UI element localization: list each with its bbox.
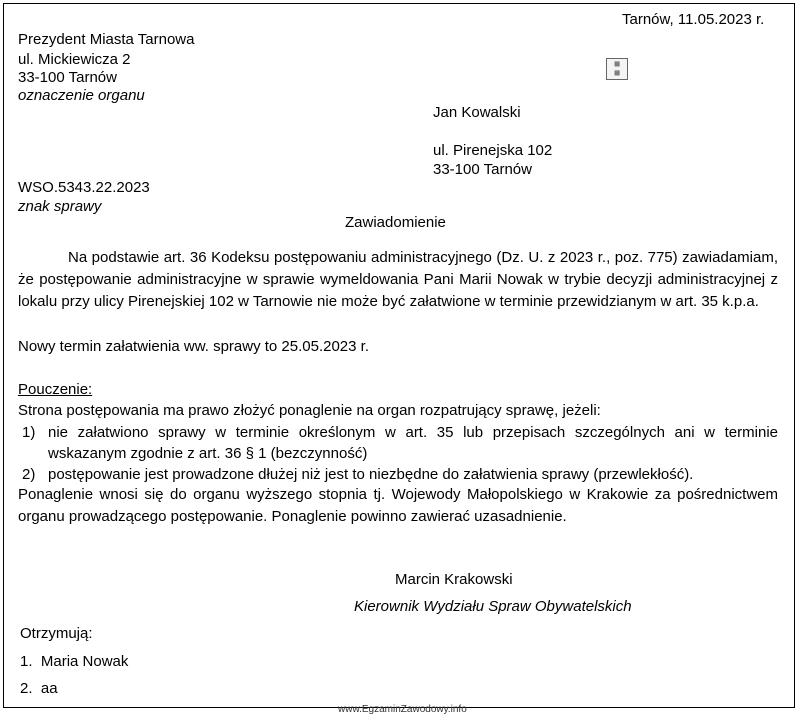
recipient-list-item [20,652,128,672]
footer-watermark: www.EgzaminZawodowy.info [338,704,467,715]
recipient-list-number: 2. [20,680,33,697]
document-date: Tarnów, 11.05.2023 r. [622,11,765,28]
instruction-closing: Ponaglenie wnosi się do organu wyższego stopnia tj. Wojewody Małopolskiego w Krakowie za pośrednictwem organu prowadzącego postępowanie. Ponaglenie powinno zawierać uzasadnienie. [18,486,778,525]
list-item-number: 1) [22,424,36,441]
recipient-list-text: aa [40,680,58,697]
sender-name: Prezydent Miasta Tarnowa [18,31,195,48]
recipient-list-number: 1. [20,653,33,670]
new-term: Nowy termin załatwienia ww. sprawy to 25.05.2023 r. [18,338,369,355]
list-item-text: nie załatwiono sprawy w terminie określonym w art. 35 lub przepisach szczególnych ani w terminie wskazanym zgodnie z art. 36 § 1 (bezczynność) [48,424,778,462]
recipient-street: ul. Pirenejska 102 [433,142,553,159]
instruction-intro: Strona postępowania ma prawo złożyć ponaglenie na organ rozpatrujący sprawę, jeżeli: [18,402,601,419]
document-title: Zawiadomienie [345,214,446,231]
instruction-heading: Pouczenie: [18,381,93,398]
list-item-text: postępowanie jest prowadzone dłużej niż jest to niezbędne do załatwienia sprawy (przewlekłość). [48,466,694,483]
case-caption: znak sprawy [18,198,102,215]
ez-info-stamp-icon: ▦ ▦ [606,58,628,80]
sender-city: 33-100 Tarnów [18,69,117,86]
recipient-city: 33-100 Tarnów [433,161,532,178]
body-paragraph: Na podstawie art. 36 Kodeksu postępowaniu administracyjnego (Dz. U. z 2023 r., poz. 775) zawiadamiam, że postępowanie administracyjne w sprawie wymeldowania Pani Marii Nowak w trybie decyzji administracyjnej z lokalu przy ulicy Pirenejskiej 102 w Tarnowie nie może być załatwione w terminie przewidzianym w art. 35 k.p.a. [18,249,778,310]
signature-name: Marcin Krakowski [395,571,513,588]
recipient-name: Jan Kowalski [433,104,521,121]
list-item-number: 2) [22,466,36,483]
signature-position: Kierownik Wydziału Spraw Obywatelskich [354,598,632,615]
sender-street: ul. Mickiewicza 2 [18,51,131,68]
recipient-list-item [20,679,58,699]
recipients-heading: Otrzymują: [20,625,93,642]
recipient-list-text: Maria Nowak [40,653,129,670]
case-number: WSO.5343.22.2023 [18,179,150,196]
sender-caption: oznaczenie organu [18,87,145,104]
